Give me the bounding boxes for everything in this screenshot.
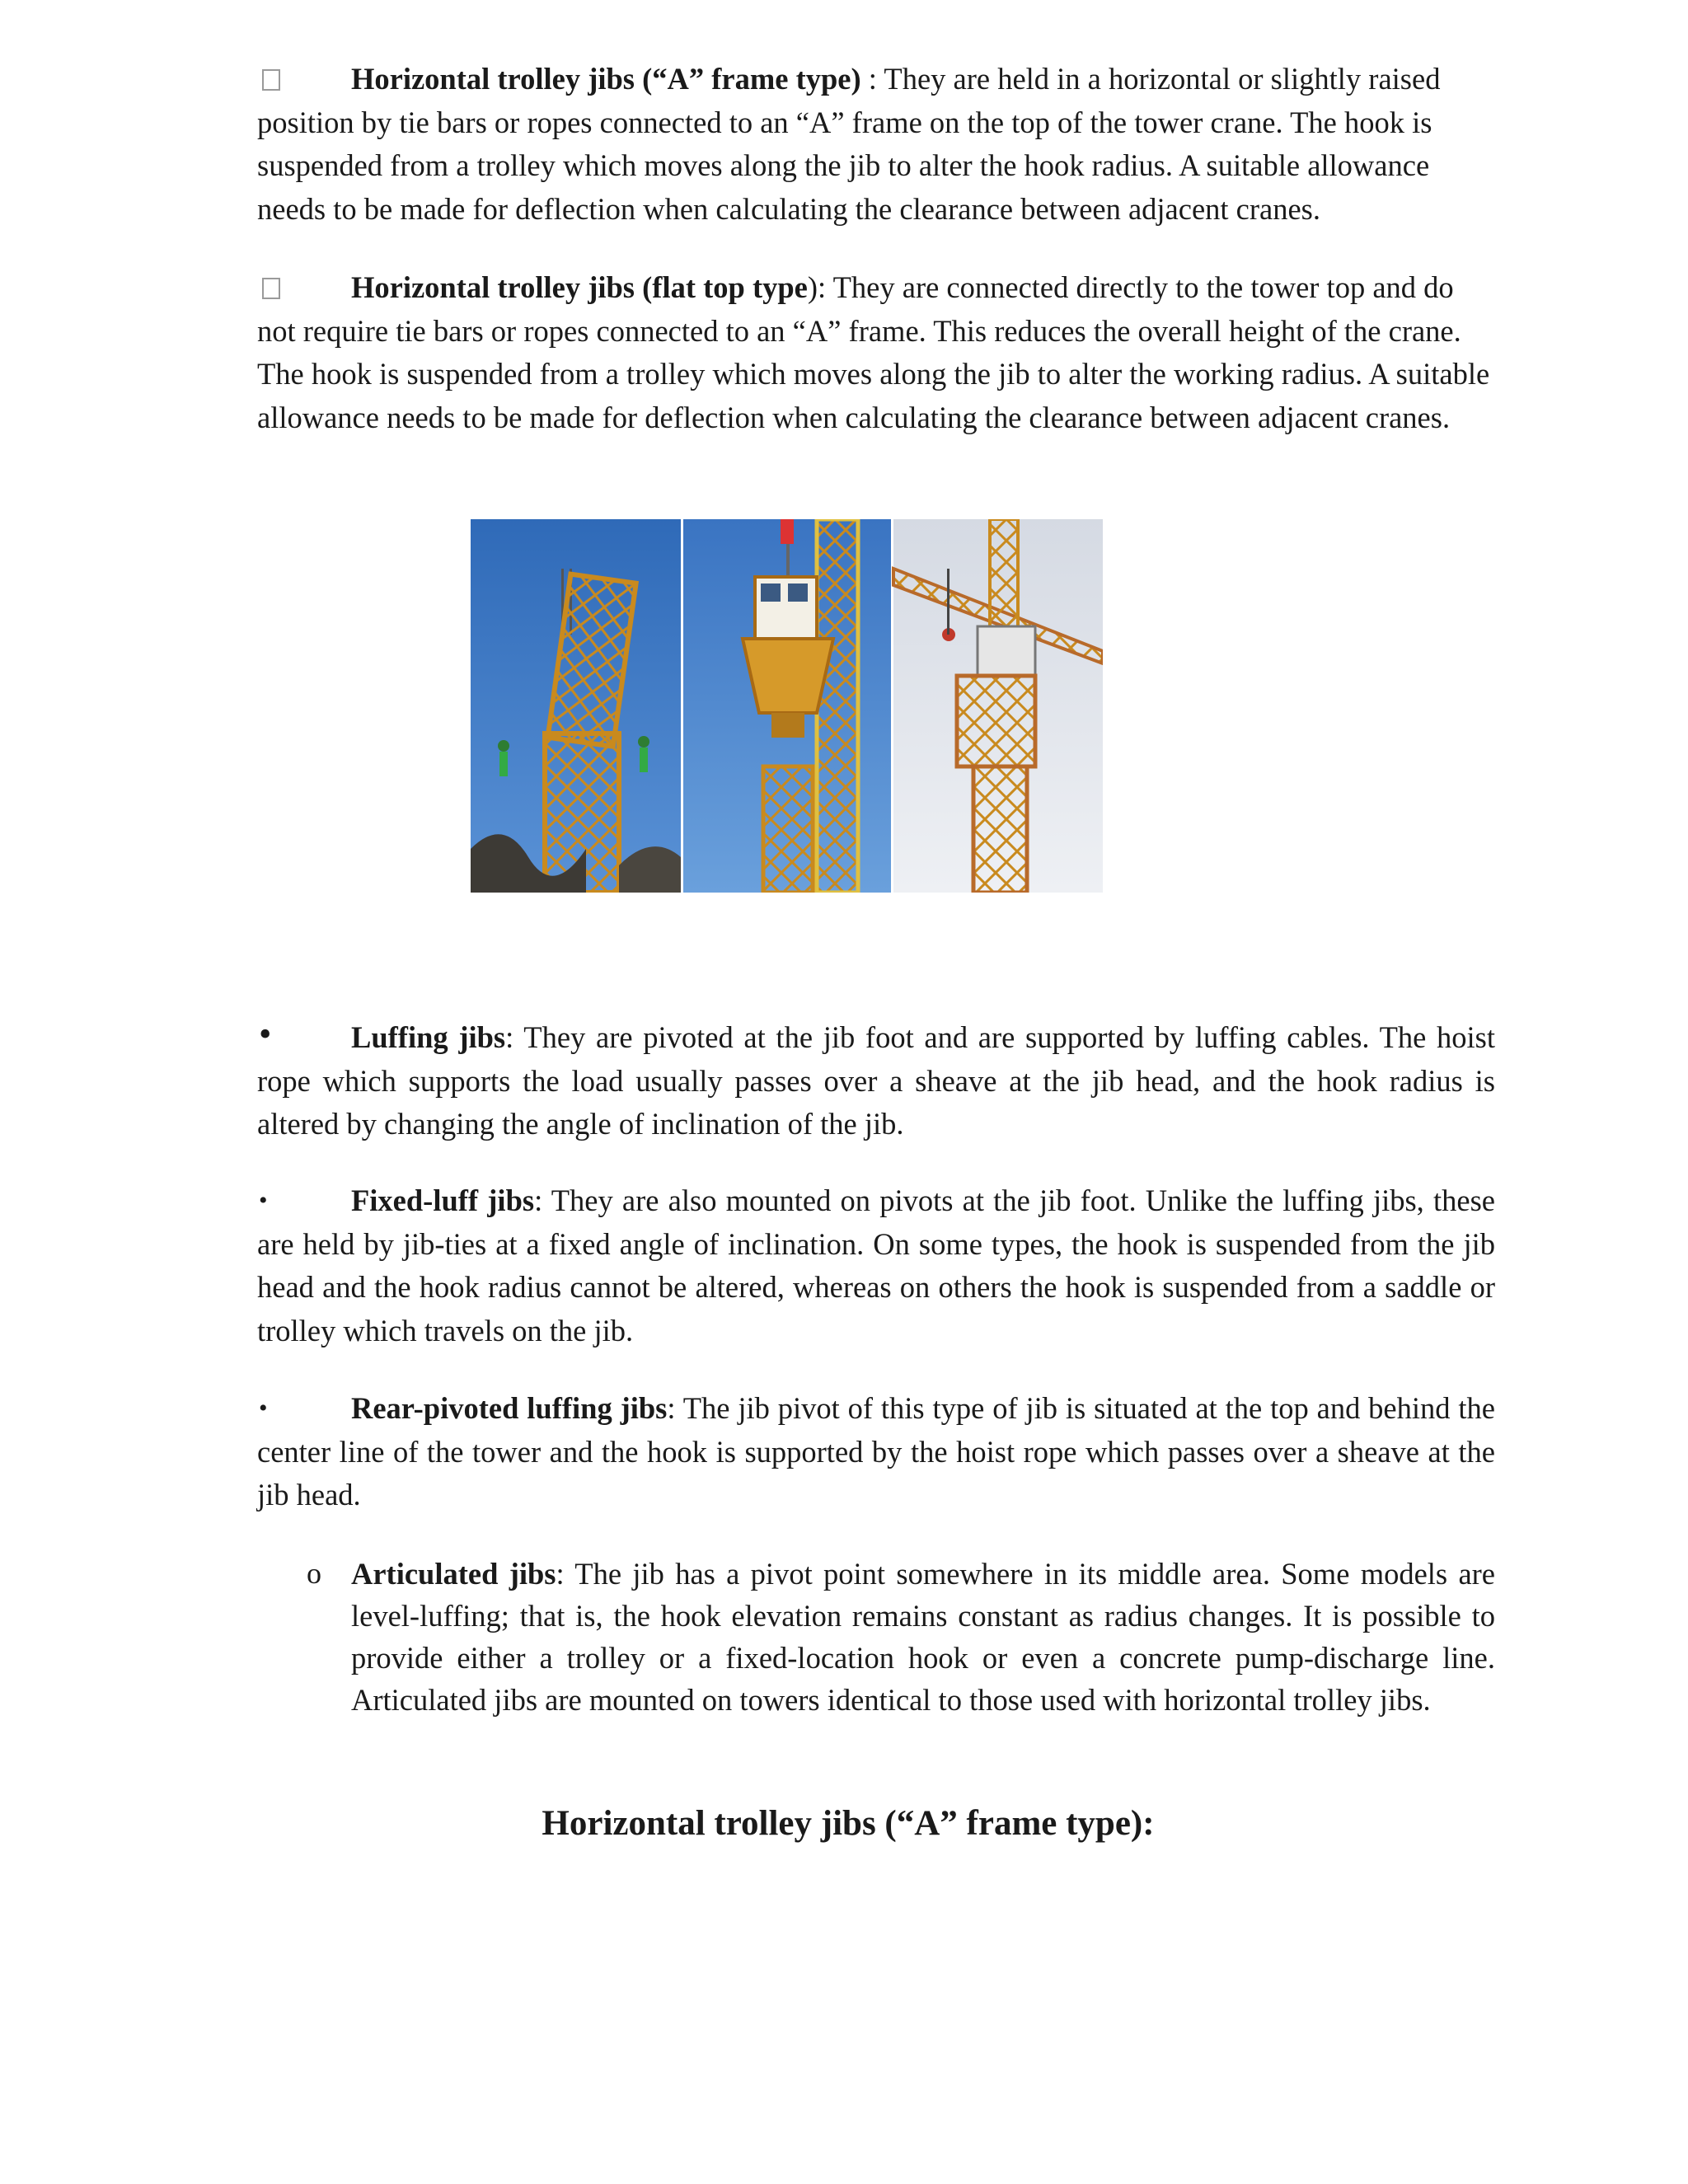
term-rear-pivoted: Rear-pivoted luffing jibs — [351, 1391, 668, 1425]
text-fixed-luff: : They are also mounted on pivots at the jib foot. Unlike the luffing jibs, these are held by jib-ties at a fixed angle of inclination. On some types, the hook is suspended from the jib head and the hook radius cannot be altered, whereas on others the hook is suspended from a saddle or trolley which travels on the jib. — [257, 1183, 1495, 1347]
sub-bullet-icon: o — [307, 1557, 321, 1590]
paragraph-articulated — [351, 1553, 1495, 1721]
paragraph-rear-pivoted — [257, 1387, 1495, 1517]
paragraph-luffing — [257, 1016, 1495, 1146]
text-a-frame: : They are held in a horizontal or slightly raised position by tie bars or ropes connected to an “A” frame on the top of the tower crane. The hook is suspended from a trolley which moves along the jib to alter the hook radius. A suitable allowance needs to be made for deflection when calculating the clearance between adjacent cranes. — [257, 62, 1441, 226]
term-flat-top: Horizontal trolley jibs (flat top type — [351, 270, 808, 304]
term-a-frame: Horizontal trolley jibs (“A” frame type) — [351, 62, 861, 96]
term-luffing: Luffing jibs — [351, 1020, 506, 1054]
bullet-icon: • — [259, 1187, 268, 1214]
paragraph-flat-top — [257, 266, 1495, 439]
text-rear-pivoted: : The jib pivot of this type of jib is situated at the top and behind the center line of the tower and the hook is supported by the hoist rope which passes over a sheave at the jib head. — [257, 1391, 1495, 1511]
bullet-icon: • — [259, 1394, 268, 1422]
photo-panel-left — [471, 519, 681, 893]
crane-assembly-photo — [471, 519, 1103, 893]
crane-photo-svg — [471, 519, 1103, 893]
text-articulated: : The jib has a pivot point somewhere in its middle area. Some models are level-luffing; that is, the hook elevation remains constant as radius changes. It is possible to provide either a trolley or a fixed-location hook or even a concrete pump-discharge line. Articulated jibs are mounted on towers identical to those used with horizontal trolley jibs. — [351, 1557, 1495, 1717]
checkbox-bullet-icon — [262, 69, 280, 91]
term-fixed-luff: Fixed-luff jibs — [351, 1183, 535, 1217]
checkbox-bullet-icon — [262, 278, 280, 299]
bullet-icon: • — [259, 1014, 272, 1054]
paragraph-a-frame — [257, 58, 1495, 231]
photo-panel-middle — [683, 519, 891, 893]
text-flat-top: ): They are connected directly to the tower top and do not require tie bars or ropes connected to an “A” frame. This reduces the overall height of the crane. The hook is suspended from a trolley which moves along the jib to alter the working radius. A suitable allowance needs to be made for deflection when calculating the clearance between adjacent cranes. — [257, 270, 1490, 434]
photo-panel-right — [893, 519, 1103, 893]
text-luffing: : They are pivoted at the jib foot and are supported by luffing cables. The hoist rope which supports the load usually passes over a sheave at the jib head, and the hook radius is altered by changing the angle of inclination of the jib. — [257, 1020, 1495, 1141]
section-heading: Horizontal trolley jibs (“A” frame type): — [542, 1804, 1155, 1843]
term-articulated: Articulated jibs — [351, 1557, 556, 1591]
paragraph-fixed-luff — [257, 1179, 1495, 1352]
